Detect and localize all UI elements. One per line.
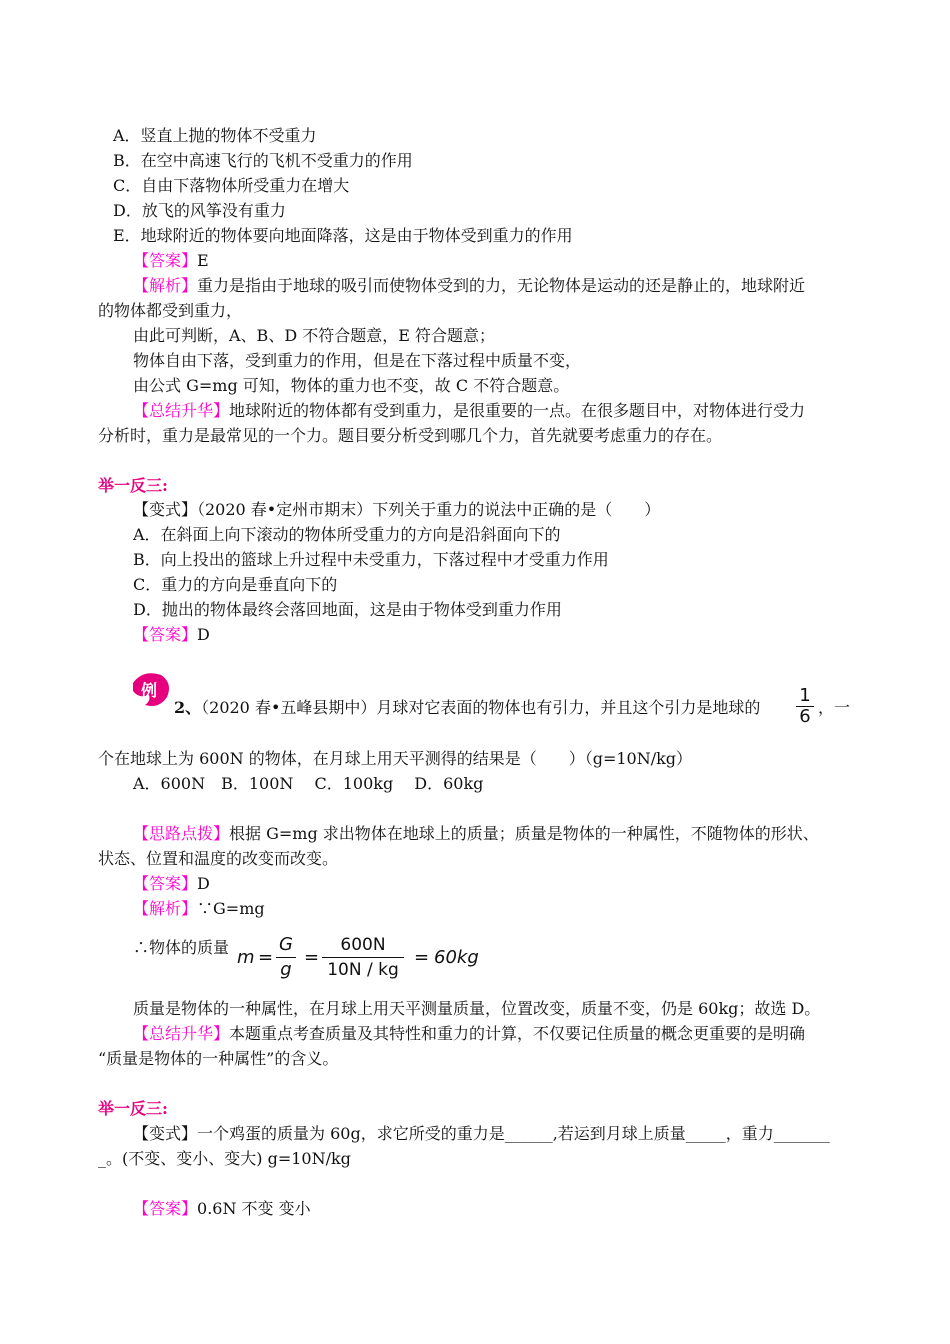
q1-option-b: B．在空中高速飞行的飞机不受重力的作用 <box>113 151 413 170</box>
fraction-numerator: G <box>279 934 293 955</box>
variant1-option-c: C．重力的方向是垂直向下的 <box>133 575 338 594</box>
formula-equals-1: = <box>258 947 274 968</box>
example2-line-2: 个在地球上为 600N 的物体，在月球上用天平测得的结果是（ ）（g=10N/kg） <box>98 749 693 768</box>
summary-text: 地球附近的物体都有受到重力，是很重要的一点。在很多题目中，对物体进行受力 <box>229 401 806 420</box>
example2-answer <box>133 871 210 896</box>
q1-summary-line-1 <box>133 398 805 423</box>
formula-m: m <box>237 947 255 968</box>
example2-line-1 <box>174 695 760 720</box>
example2-summary-line-2: “质量是物体的一种属性”的含义。 <box>98 1049 339 1068</box>
variant1-option-b: B．向上投出的篮球上升过程中未受重力，下落过程中才受重力作用 <box>133 550 609 569</box>
one-sixth-fraction <box>796 686 814 727</box>
example2-text-1: （2020 春•五峰县期中）月球对它表面的物体也有引力，并且这个引力是地球的 <box>201 698 761 717</box>
example2-hint-line-2: 状态、位置和温度的改变而改变。 <box>98 849 339 868</box>
q1-analysis-line-4: 物体自由下落，受到重力的作用，但是在下落过程中质量不变， <box>133 351 582 370</box>
analysis-text: ∵G=mg <box>197 899 265 918</box>
fraction-denominator: 6 <box>799 706 811 727</box>
analysis-tag: 【解析】 <box>133 276 198 295</box>
fraction-numerator: 1 <box>799 685 811 706</box>
example2-line-1-end: ，一 <box>818 698 851 717</box>
example-badge-icon <box>129 671 173 711</box>
q1-analysis-line-5: 由公式 G=mg 可知，物体的重力也不变，故 C 不符合题意。 <box>133 376 570 395</box>
q1-analysis-line-2: 的物体都受到重力， <box>98 301 243 320</box>
summary-text: 本题重点考查质量及其特性和重力的计算，不仅要记住质量的概念更重要的是明确 <box>229 1024 806 1043</box>
variant1-answer <box>133 622 210 647</box>
formula-equals-3: = <box>414 947 430 968</box>
hint-text: 根据 G=mg 求出物体在地球上的质量；质量是物体的一种属性，不随物体的形状、 <box>229 824 819 843</box>
example-number: 2、 <box>174 698 202 717</box>
variant1-question: 【变式】（2020 春•定州市期末）下列关于重力的说法中正确的是（ ） <box>133 500 661 519</box>
hint-tag: 【思路点拨】 <box>133 824 230 843</box>
practice-heading-1: 举一反三: <box>98 476 168 495</box>
analysis-tag: 【解析】 <box>133 899 198 918</box>
variant2-question-line-2: _。(不变、变小、变大) g=10N/kg <box>98 1149 351 1168</box>
example2-analysis <box>133 896 265 921</box>
q1-option-d: D．放飞的风筝没有重力 <box>113 201 286 220</box>
q1-answer <box>133 248 209 273</box>
example2-hint <box>133 821 819 846</box>
answer-tag: 【答案】 <box>133 874 198 893</box>
q1-analysis-line-3: 由此可判断，A、B、D 不符合题意，E 符合题意； <box>133 326 495 345</box>
answer-value: D <box>197 874 210 893</box>
answer-value: D <box>197 625 210 644</box>
therefore-text: ∴物体的质量 <box>133 938 230 957</box>
fraction-numerator: 600N <box>340 935 386 955</box>
q1-summary-line-2: 分析时，重力是最常见的一个力。题目要分析受到哪几个力，首先就要考虑重力的存在。 <box>98 426 723 445</box>
formula-result: 60kg <box>434 947 479 968</box>
fraction-denominator: g <box>280 959 292 980</box>
analysis-text: 重力是指由于地球的吸引而使物体受到的力，无论物体是运动的还是静止的，地球附近 <box>197 276 806 295</box>
q1-option-a: A．竖直上抛的物体不受重力 <box>113 126 317 145</box>
q1-option-c: C．自由下落物体所受重力在增大 <box>113 176 350 195</box>
practice-heading-2: 举一反三: <box>98 1099 168 1118</box>
answer-tag: 【答案】 <box>133 1199 198 1218</box>
variant1-option-a: A．在斜面上向下滚动的物体所受重力的方向是沿斜面向下的 <box>133 525 561 544</box>
formula-g-fraction <box>276 933 296 982</box>
formula-equals-2: = <box>304 947 320 968</box>
example2-conclusion: 质量是物体的一种属性，在月球上用天平测量质量，位置改变，质量不变，仍是 60kg；故选 D。 <box>133 999 821 1018</box>
badge-label: 例 <box>141 681 158 700</box>
fraction-denominator: 10N / kg <box>327 960 399 980</box>
q1-option-e: E．地球附近的物体要向地面降落，这是由于物体受到重力的作用 <box>113 226 573 245</box>
variant2-answer <box>133 1196 311 1221</box>
variant2-question-line-1: 【变式】一个鸡蛋的质量为 60g，求它所受的重力是______,若运到月球上质量_____，重力_______ <box>133 1124 830 1143</box>
example2-options: A．600N B．100N C．100kg D．60kg <box>133 774 484 793</box>
variant1-option-d: D．抛出的物体最终会落回地面，这是由于物体受到重力作用 <box>133 600 562 619</box>
answer-value: E <box>197 251 209 270</box>
answer-tag: 【答案】 <box>133 251 198 270</box>
example2-summary-line-1 <box>133 1021 805 1046</box>
answer-value: 0.6N 不变 变小 <box>197 1199 311 1218</box>
summary-tag: 【总结升华】 <box>133 1024 230 1043</box>
summary-tag: 【总结升华】 <box>133 401 230 420</box>
q1-analysis-line-1 <box>133 273 805 298</box>
answer-tag: 【答案】 <box>133 625 198 644</box>
formula-number-fraction <box>322 933 404 982</box>
